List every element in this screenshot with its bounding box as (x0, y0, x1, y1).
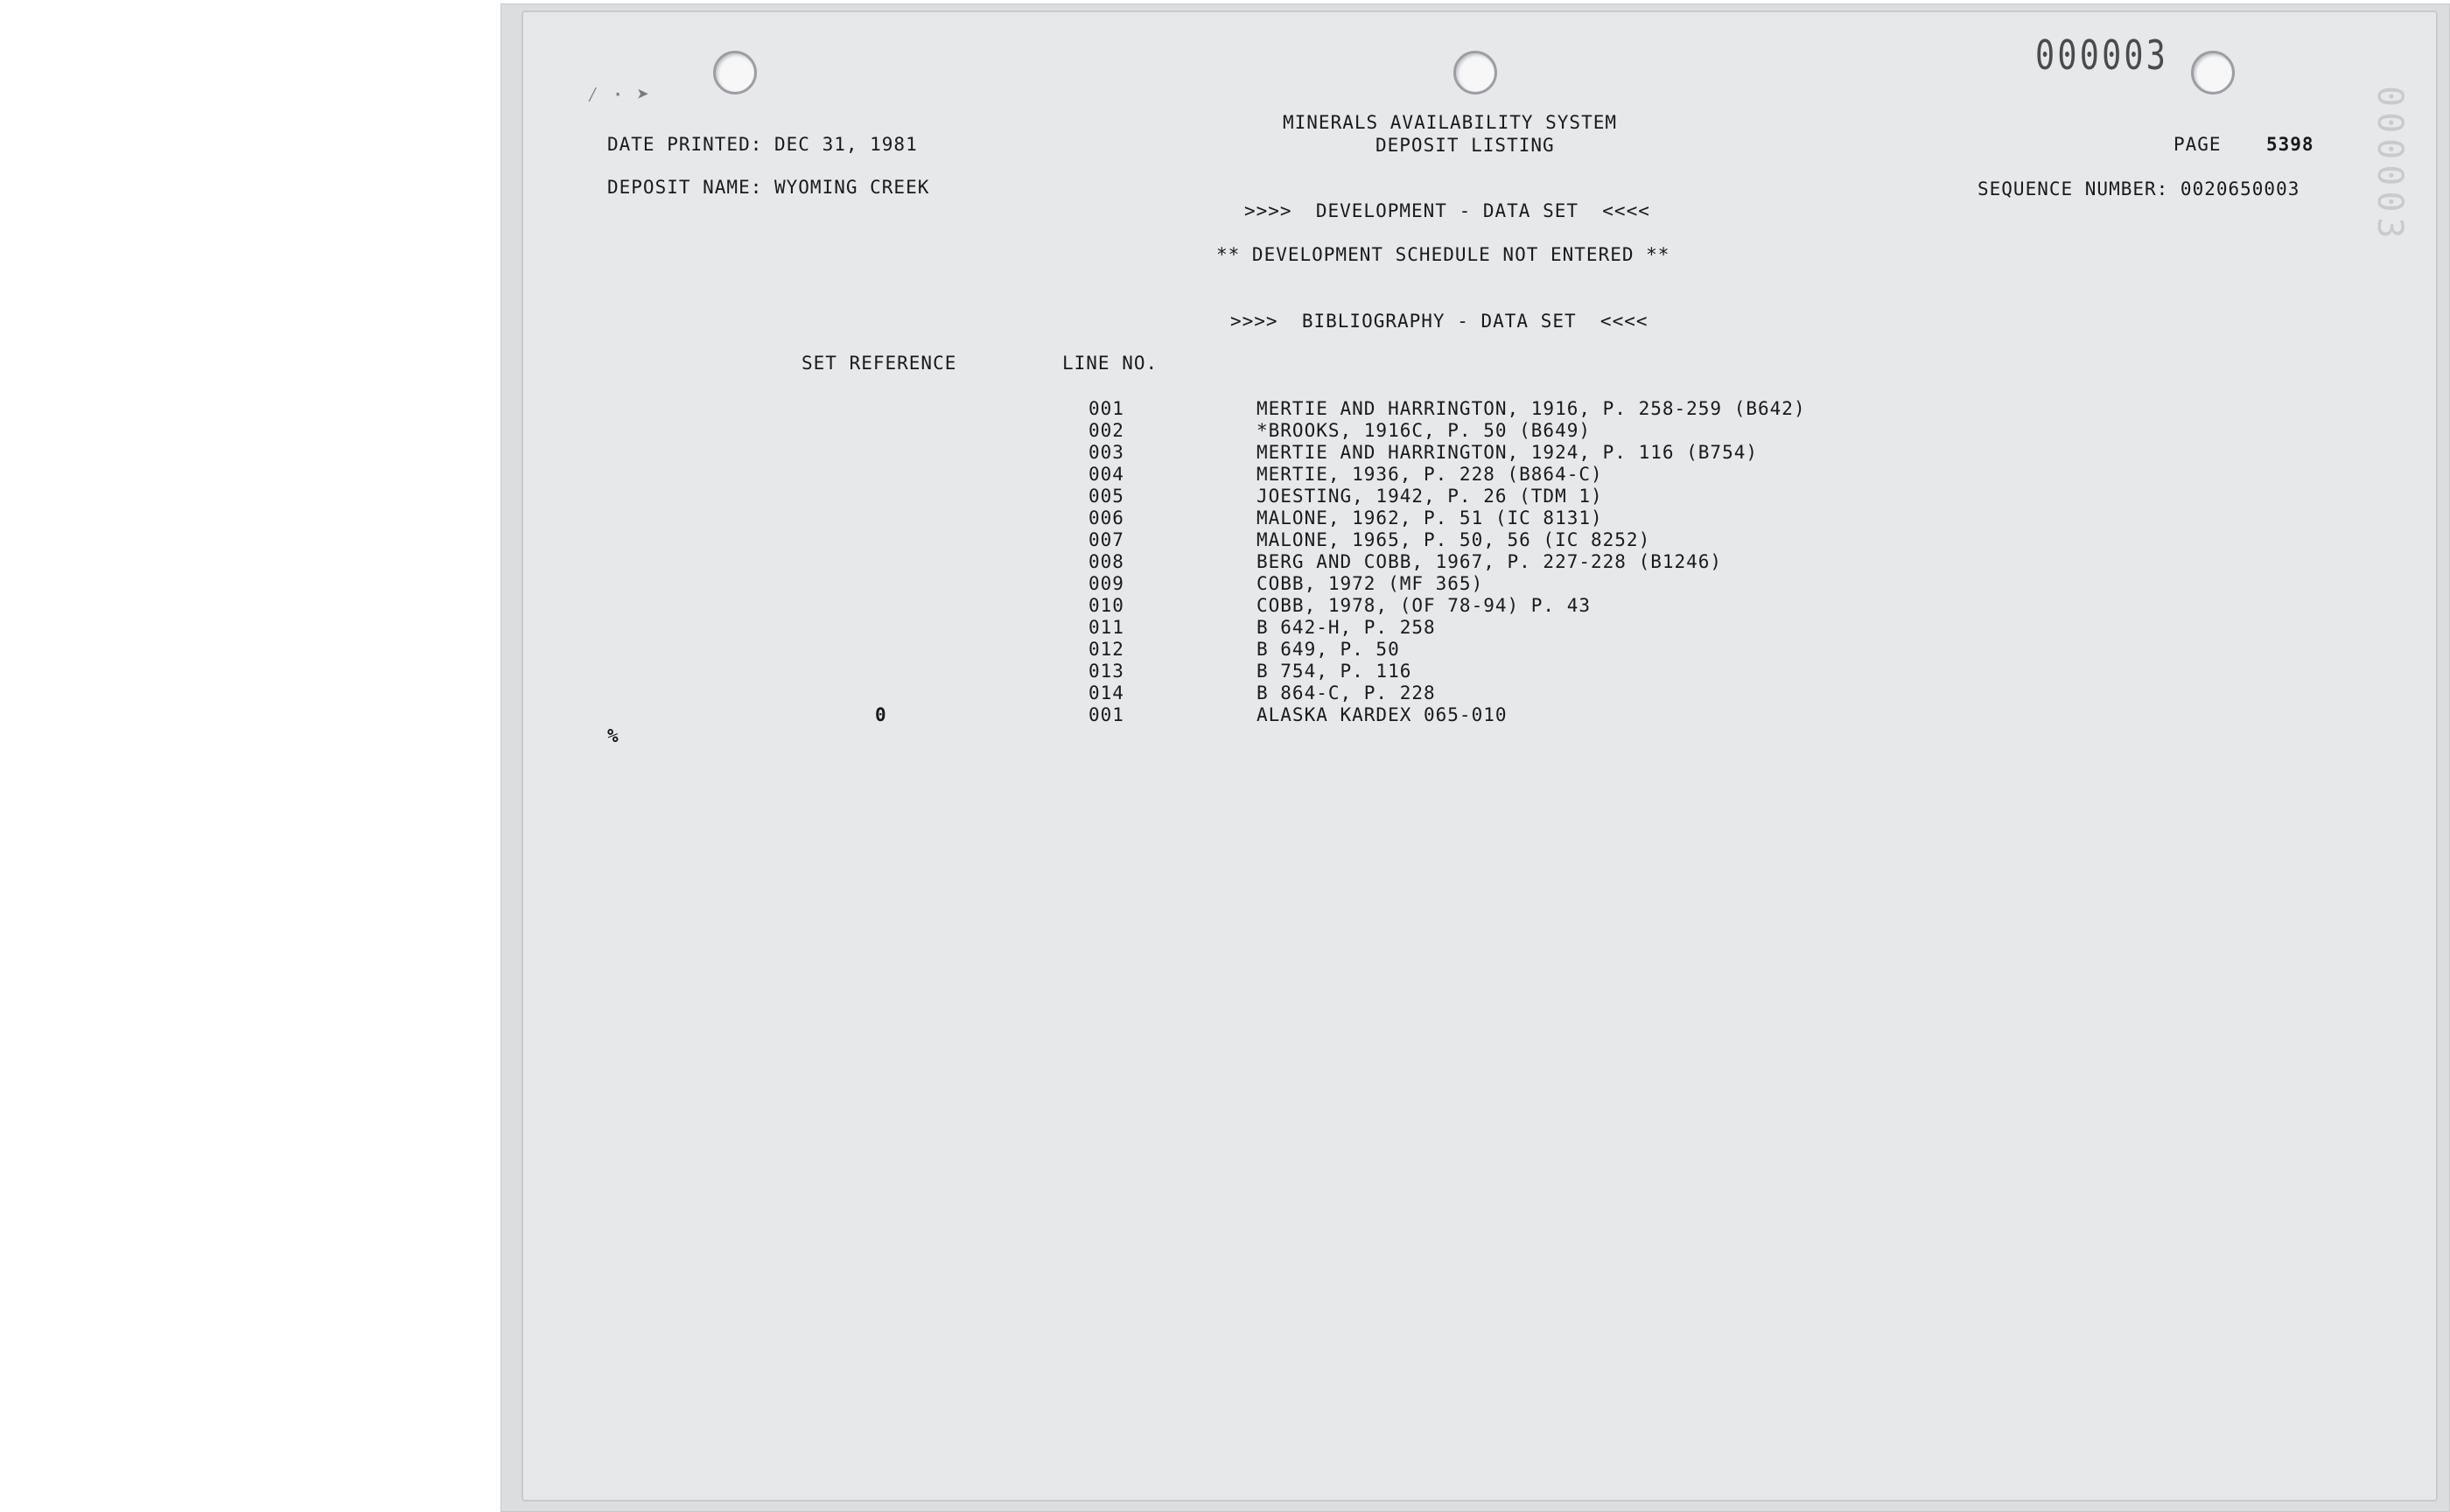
printout-page (522, 10, 2438, 1502)
reference-text-cell: COBB, 1972 (MF 365) (1256, 573, 1484, 594)
development-note: ** DEVELOPMENT SCHEDULE NOT ENTERED ** (1216, 244, 1670, 265)
deposit-name: DEPOSIT NAME: WYOMING CREEK (607, 177, 930, 198)
line-number-cell: 003 (1088, 442, 1124, 463)
page-number: 5398 (2266, 134, 2314, 155)
reference-text-cell: MALONE, 1965, P. 50, 56 (IC 8252) (1256, 529, 1651, 550)
reference-text-cell: *BROOKS, 1916C, P. 50 (B649) (1256, 420, 1592, 441)
reference-text-cell: JOESTING, 1942, P. 26 (TDM 1) (1256, 486, 1603, 507)
reference-text-cell: COBB, 1978, (OF 78-94) P. 43 (1256, 595, 1592, 616)
line-number-cell: 010 (1088, 595, 1124, 616)
line-number-cell: 007 (1088, 529, 1124, 550)
punch-hole-icon (2191, 51, 2235, 94)
line-number-cell: 004 (1088, 464, 1124, 485)
line-number-cell: 014 (1088, 682, 1124, 704)
punch-hole-icon (713, 51, 757, 94)
line-number-cell: 009 (1088, 573, 1124, 594)
reference-text-cell: B 642-H, P. 258 (1256, 617, 1436, 638)
line-number-cell: 013 (1088, 661, 1124, 682)
page-stamp-number: 000003 (2035, 32, 2169, 79)
page-label: PAGE (2174, 134, 2222, 155)
line-number-cell: 002 (1088, 420, 1124, 441)
line-number-cell: 006 (1088, 508, 1124, 528)
reference-text-cell: B 649, P. 50 (1256, 639, 1400, 660)
side-stamp-number: 000003 (2370, 86, 2410, 244)
line-number-cell: 005 (1088, 486, 1124, 507)
column-header-line-no: LINE NO. (1062, 353, 1158, 374)
reference-text-cell: ALASKA KARDEX 065-010 (1256, 704, 1508, 725)
listing-title: DEPOSIT LISTING (1376, 135, 1555, 156)
line-number-cell: 011 (1088, 617, 1124, 638)
reference-text-cell: MERTIE AND HARRINGTON, 1916, P. 258-259 (B642) (1256, 398, 1806, 419)
punch-hole-icon (1453, 51, 1497, 94)
date-printed: DATE PRINTED: DEC 31, 1981 (607, 134, 918, 155)
line-number-cell: 012 (1088, 639, 1124, 660)
sequence-number: SEQUENCE NUMBER: 0020650003 (1978, 178, 2300, 200)
development-heading: >>>> DEVELOPMENT - DATA SET <<<< (1244, 200, 1650, 221)
pencil-arrow-mark: ⁄ · ➤ (586, 82, 650, 107)
reference-text-cell: MALONE, 1962, P. 51 (IC 8131) (1256, 508, 1603, 528)
line-number-cell: 001 (1088, 398, 1124, 419)
reference-text-cell: BERG AND COBB, 1967, P. 227-228 (B1246) (1256, 551, 1723, 572)
reference-text-cell: MERTIE AND HARRINGTON, 1924, P. 116 (B754) (1256, 442, 1759, 463)
line-number-cell: 001 (1088, 704, 1124, 725)
reference-text-cell: MERTIE, 1936, P. 228 (B864-C) (1256, 464, 1603, 485)
line-number-cell: 008 (1088, 551, 1124, 572)
system-title: MINERALS AVAILABILITY SYSTEM (1283, 112, 1618, 133)
reference-text-cell: B 754, P. 116 (1256, 661, 1412, 682)
set-reference-cell: 0 (875, 704, 887, 725)
bibliography-heading: >>>> BIBLIOGRAPHY - DATA SET <<<< (1230, 311, 1648, 332)
column-header-set-reference: SET REFERENCE (802, 353, 957, 374)
end-mark: % (607, 725, 620, 746)
reference-text-cell: B 864-C, P. 228 (1256, 682, 1436, 704)
